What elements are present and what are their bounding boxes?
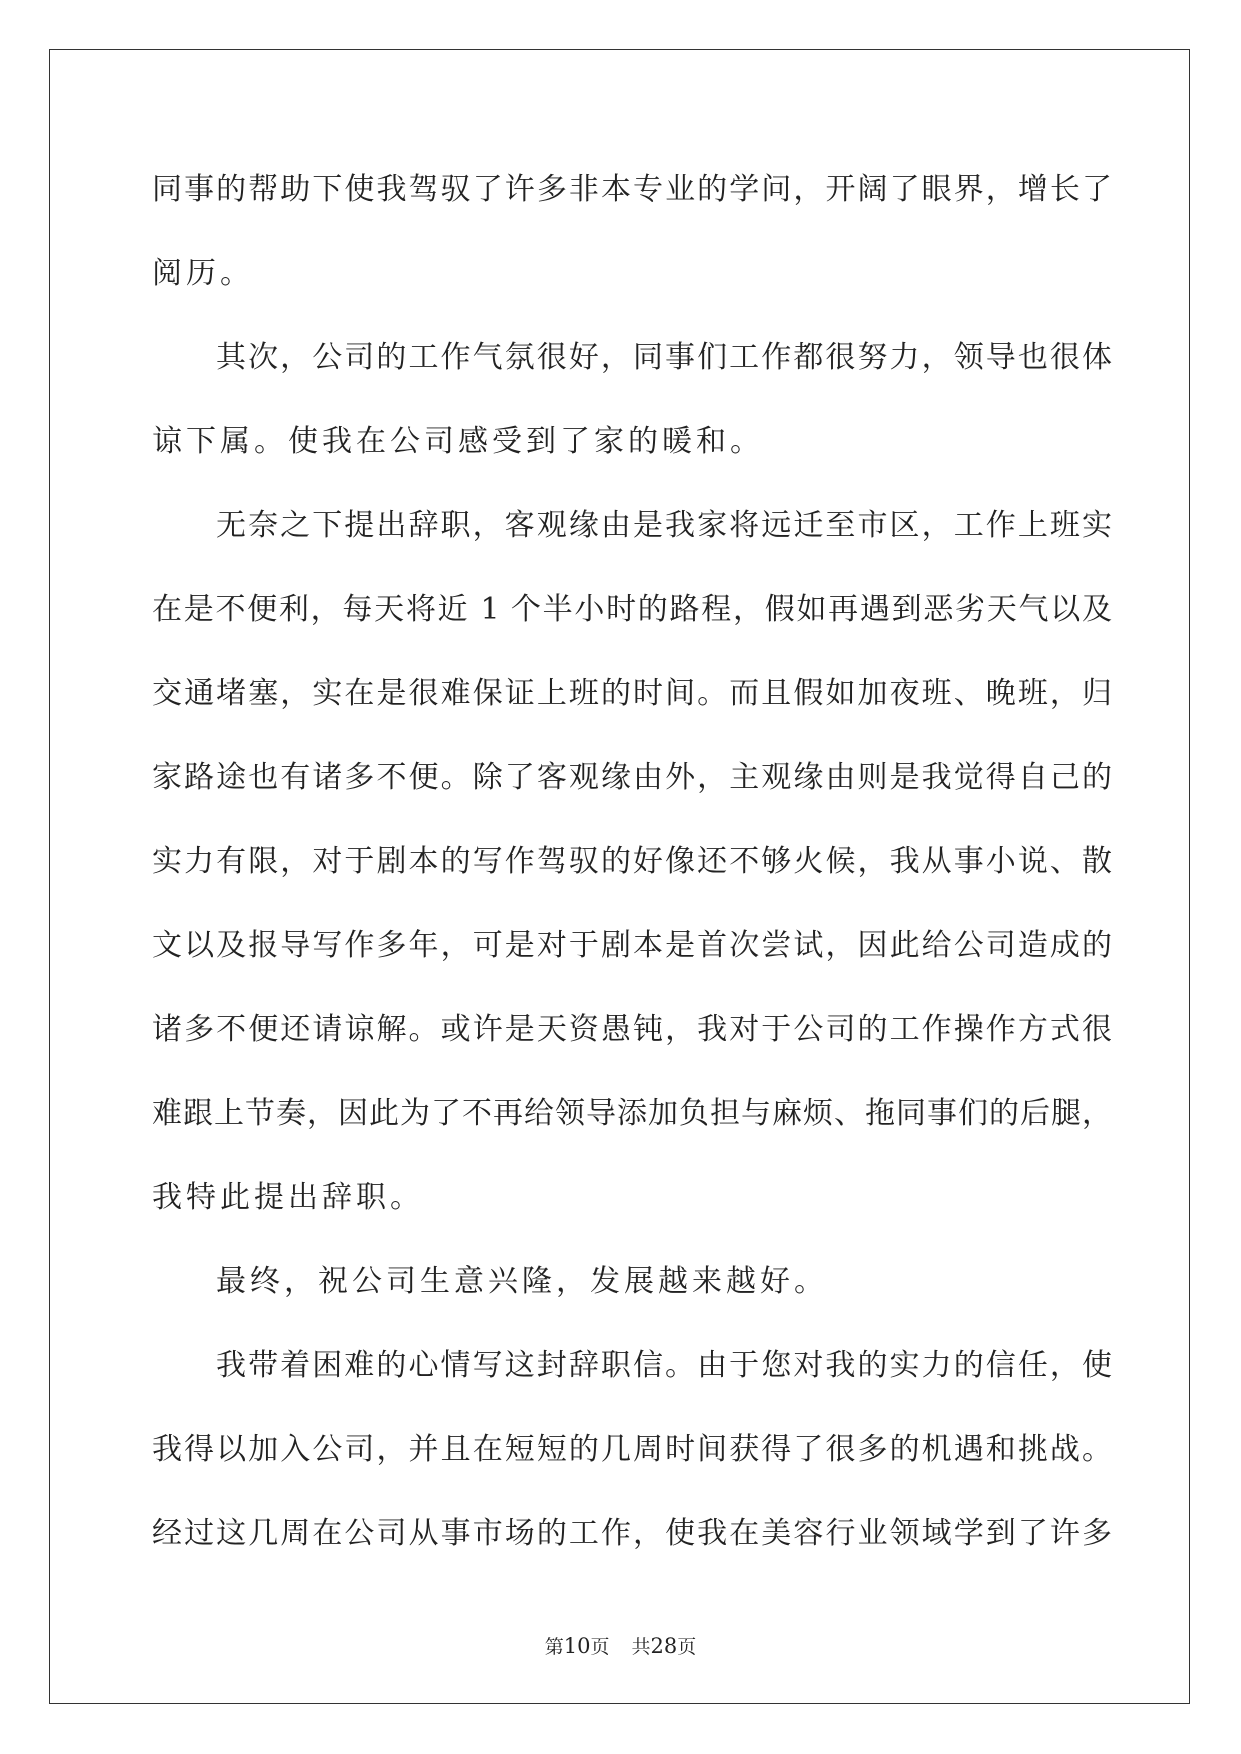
text-line: 实力有限，对于剧本的写作驾驭的好像还不够火候，我从事小说、散 xyxy=(152,844,1112,879)
text-line: 我带着困难的心情写这封辞职信。由于您对我的实力的信任，使 xyxy=(216,1348,1112,1383)
text-line: 我特此提出辞职。 xyxy=(152,1180,424,1215)
total-pages: 28 xyxy=(650,1634,678,1658)
text-line: 最终，祝公司生意兴隆，发展越来越好。 xyxy=(216,1264,828,1299)
text-line: 我得以加入公司，并且在短短的几周时间获得了很多的机遇和挑战。 xyxy=(152,1432,1112,1467)
page-number: 10 xyxy=(563,1634,591,1658)
text-line: 谅下属。使我在公司感受到了家的暖和。 xyxy=(152,424,764,459)
text-line: 文以及报导写作多年，可是对于剧本是首次尝试，因此给公司造成的 xyxy=(152,928,1112,963)
total-suffix: 页 xyxy=(677,1636,697,1658)
text-line: 无奈之下提出辞职，客观缘由是我家将远迁至市区，工作上班实 xyxy=(216,508,1112,543)
text-line: 同事的帮助下使我驾驭了许多非本专业的学问，开阔了眼界，增长了 xyxy=(152,172,1112,207)
text-line: 诸多不便还请谅解。或许是天资愚钝，我对于公司的工作操作方式很 xyxy=(152,1012,1112,1047)
text-line: 难跟上节奏，因此为了不再给领导添加负担与麻烦、拖同事们的后腿， xyxy=(152,1096,1112,1131)
total-prefix: 共 xyxy=(631,1636,651,1658)
page-suffix: 页 xyxy=(590,1636,610,1658)
text-line: 经过这几周在公司从事市场的工作，使我在美容行业领域学到了许多 xyxy=(152,1516,1112,1551)
text-line: 阅历。 xyxy=(152,256,254,291)
text-line: 交通堵塞，实在是很难保证上班的时间。而且假如加夜班、晚班，归 xyxy=(152,676,1112,711)
document-body xyxy=(152,160,1112,1588)
text-line: 在是不便利，每天将近 1 个半小时的路程，假如再遇到恶劣天气以及 xyxy=(152,592,1112,627)
text-line: 其次，公司的工作气氛很好，同事们工作都很努力，领导也很体 xyxy=(216,340,1112,375)
text-line: 家路途也有诸多不便。除了客观缘由外，主观缘由则是我觉得自己的 xyxy=(152,760,1112,795)
page-footer xyxy=(0,1632,1241,1659)
page-prefix: 第 xyxy=(544,1636,564,1658)
